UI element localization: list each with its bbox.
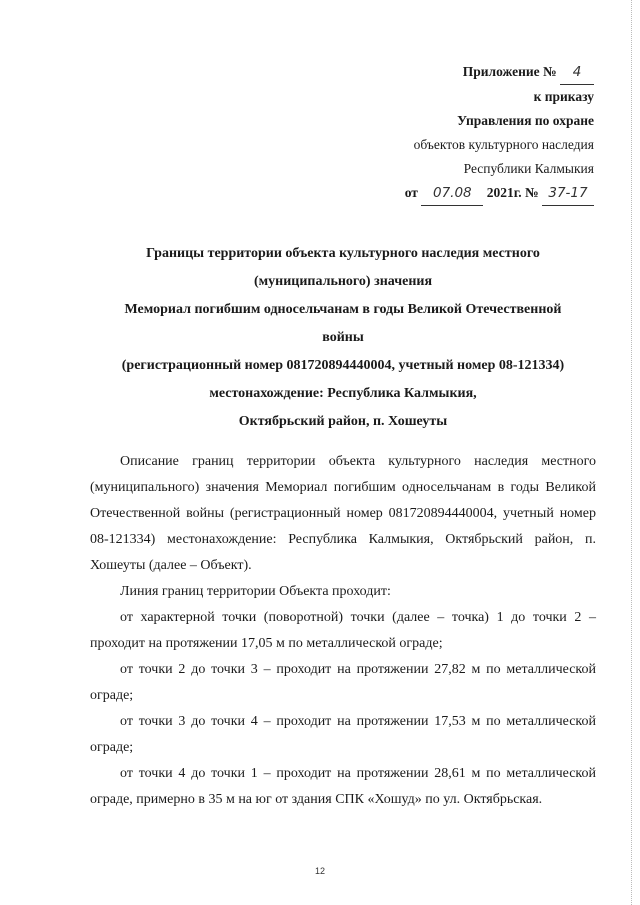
body-paragraph-boundary-intro: Линия границ территории Объекта проходит: [120,584,391,599]
to-order-line: к приказу [533,89,594,104]
page-number: 12 [314,866,325,876]
office-line-1: Управления по охране [457,113,594,128]
body-paragraph-segment-4-1: от точки 4 до точки 1 – проходит на протяжении 28,61 м по металлической ограде, примерно в 35 м на юг от здания СПК «Хошуд» по ул. Октябрьская. [90,766,596,807]
office-line-2: объектов культурного наследия [413,137,594,152]
appendix-label: Приложение № [462,64,557,79]
title-line-4: войны [322,330,364,345]
year-and-number-label: 2021г. № [486,185,539,200]
date-prefix: от [404,185,418,200]
scan-edge-line [630,0,632,905]
title-line-6: местонахождение: Республика Калмыкия, [209,386,477,401]
document-body [90,449,596,813]
appendix-handwritten-number: 4 [560,60,594,85]
body-paragraph-segment-1-2: от характерной точки (поворотной) точки (далее – точка) 1 до точки 2 – проходит на протяжении 17,05 м по металлической ограде; [90,610,596,651]
title-line-7: Октябрьский район, п. Хошеуты [238,414,448,429]
body-paragraph-segment-3-4: от точки 3 до точки 4 – проходит на протяжении 17,53 м по металлической ограде; [90,714,596,755]
body-paragraph-segment-2-3: от точки 2 до точки 3 – проходит на протяжении 27,82 м по металлической ограде; [90,662,596,703]
title-line-1: Границы территории объекта культурного наследия местного [146,246,540,261]
handwritten-order-number: 37-17 [542,181,594,206]
order-date-line [405,181,594,206]
document-title [88,240,598,436]
body-paragraph-description: Описание границ территории объекта культурного наследия местного (муниципального) значения Мемориал погибшим односельчанам в годы Великой Отечественной войны (регистрационный номер 081720894440004, учетный номер 08-121334) местонахождение: Республика Калмыкия, Октябрьский район, п. Хошеуты (далее – Объект). [90,454,596,573]
title-line-5: (регистрационный номер 081720894440004, учетный номер 08-121334) [121,358,565,373]
title-line-3: Мемориал погибшим односельчанам в годы Великой Отечественной [124,302,562,317]
title-line-2: (муниципального) значения [253,274,433,289]
appendix-number-line [405,60,594,85]
handwritten-date: 07.08 [421,181,483,206]
office-line-3: Республики Калмыкия [463,161,594,176]
appendix-header [405,60,594,206]
